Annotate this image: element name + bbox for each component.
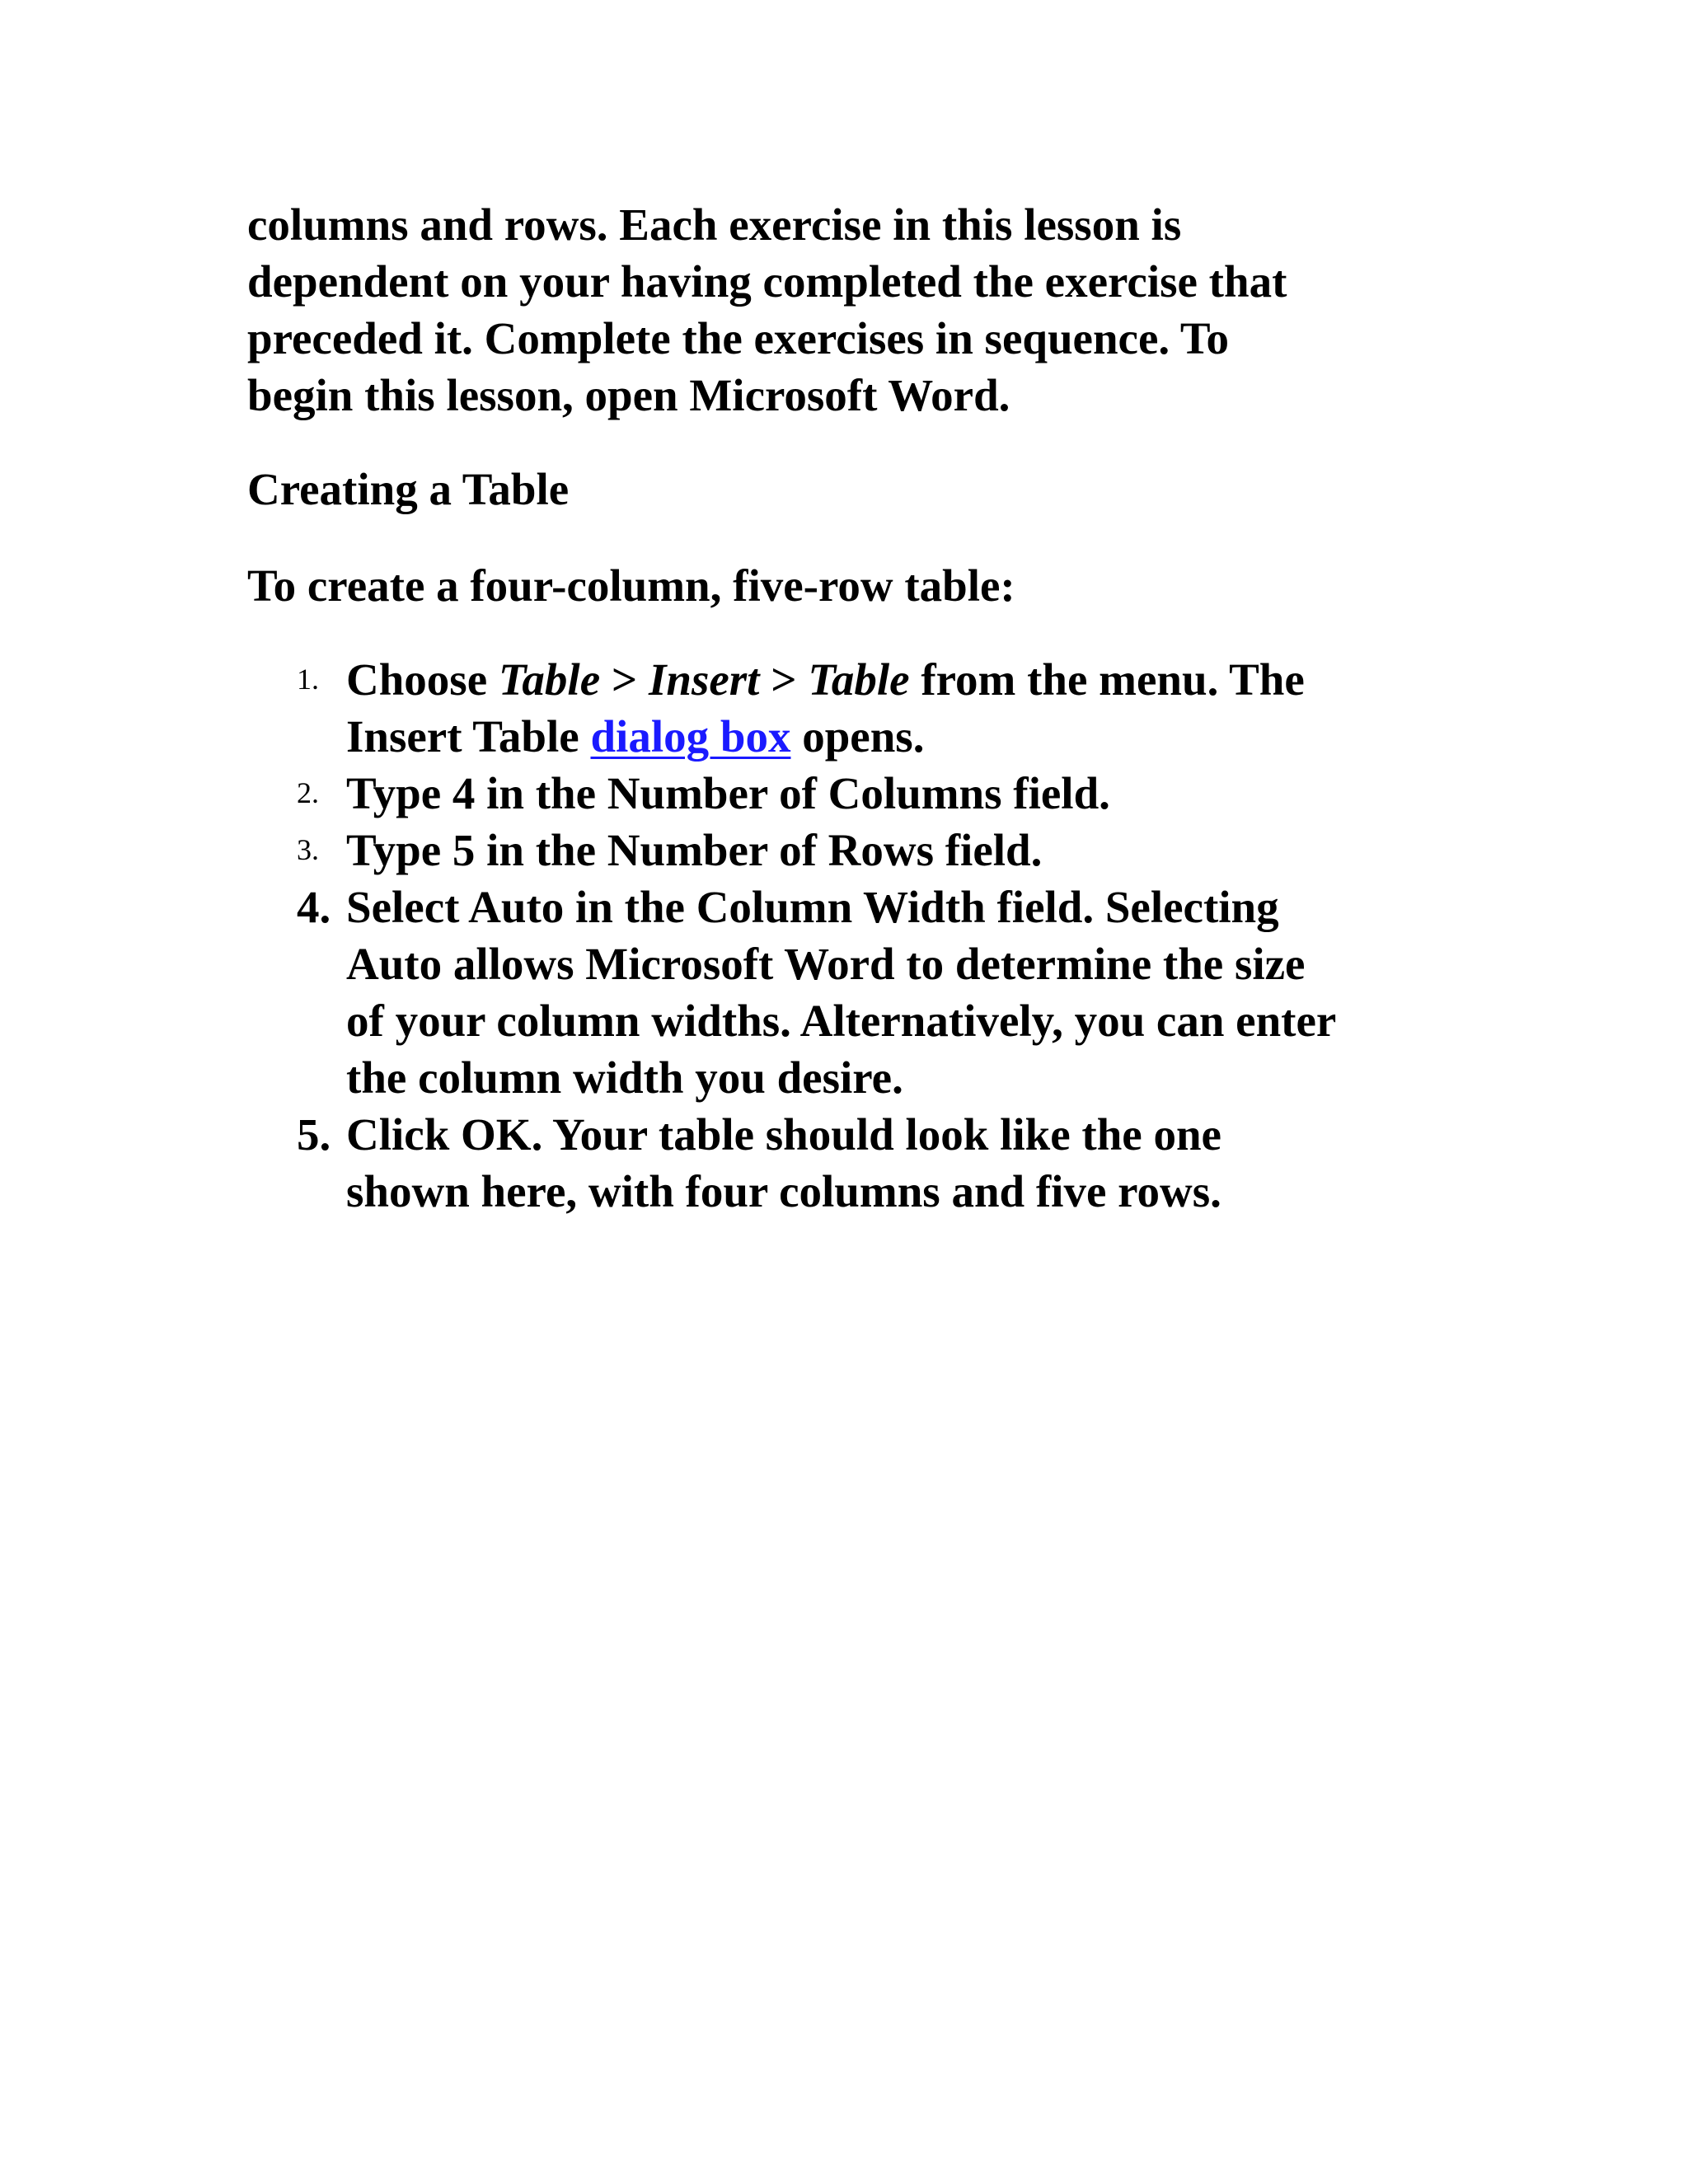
intro-line: begin this lesson, open Microsoft Word. — [247, 370, 1010, 420]
step-line: of your column widths. Alternatively, you can enter — [346, 996, 1337, 1046]
step-number: 2. — [297, 776, 319, 809]
step-number: 3. — [297, 833, 319, 866]
list-item — [247, 651, 1451, 765]
section-heading: Creating a Table — [247, 464, 570, 514]
steps-list — [247, 651, 1451, 1220]
step-line — [346, 708, 1451, 765]
step-line: Select Auto in the Column Width field. Selecting — [346, 882, 1279, 932]
step-line: shown here, with four columns and five rows. — [346, 1166, 1221, 1216]
list-item — [247, 1106, 1451, 1220]
menu-table-item: Table — [808, 654, 910, 705]
list-item — [247, 822, 1451, 879]
step-text: from the menu. The — [909, 654, 1305, 705]
step-line: Click OK. Your table should look like the one — [346, 1109, 1221, 1160]
step-text: opens. — [790, 711, 925, 762]
step-text: Type 4 in the Number of Columns field. — [346, 768, 1110, 818]
step-number: 4. — [297, 882, 331, 932]
procedure-heading: To create a four-column, five-row table: — [247, 560, 1015, 611]
step-text: Insert Table — [346, 711, 591, 762]
step-text: Choose — [346, 654, 499, 705]
list-item — [247, 765, 1451, 822]
page-content — [247, 196, 1451, 1220]
intro-paragraph — [247, 196, 1451, 424]
intro-line: columns and rows. Each exercise in this lesson is — [247, 199, 1182, 250]
step-number: 5. — [297, 1109, 331, 1160]
menu-separator: > — [600, 654, 649, 705]
step-line — [346, 651, 1451, 708]
menu-separator: > — [759, 654, 809, 705]
list-item — [247, 879, 1451, 1106]
step-text: Type 5 in the Number of Rows field. — [346, 825, 1043, 875]
menu-table: Table — [498, 654, 601, 705]
step-line: Auto allows Microsoft Word to determine the size — [346, 939, 1306, 989]
step-line: the column width you desire. — [346, 1052, 903, 1103]
intro-line: preceded it. Complete the exercises in sequence. To — [247, 313, 1230, 363]
intro-line: dependent on your having completed the exercise that — [247, 256, 1287, 307]
dialog-box-link[interactable]: dialog box — [590, 711, 791, 762]
step-number: 1. — [297, 663, 319, 696]
menu-insert: Insert — [648, 654, 760, 705]
